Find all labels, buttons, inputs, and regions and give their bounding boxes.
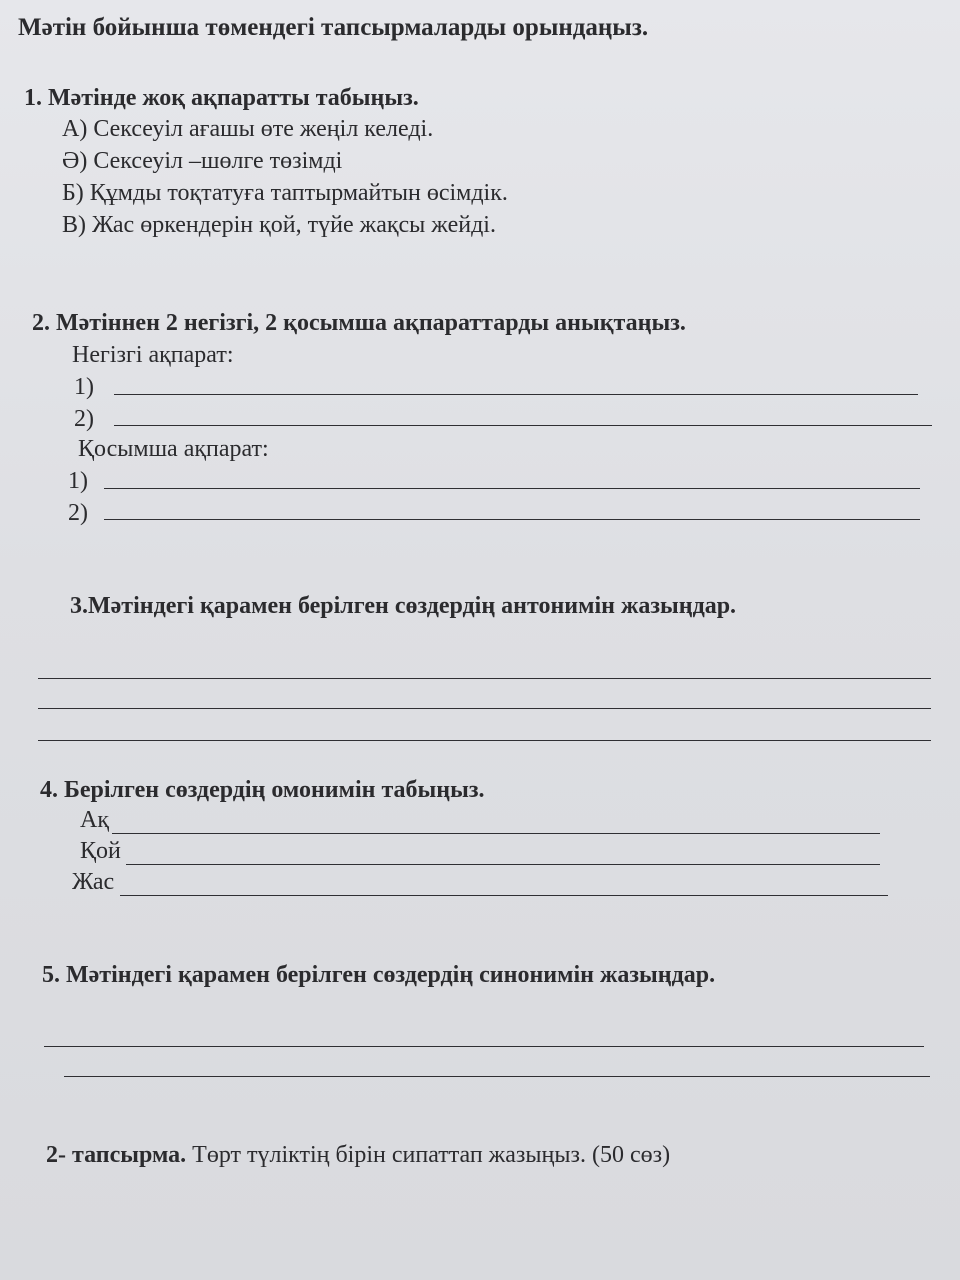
option-text: Жас өркендерін қой, түйе жақсы жейді. — [92, 212, 496, 238]
task2-extra-number-1: 1) — [68, 468, 88, 494]
task3-title: 3.Мәтіндегі қарамен берілген сөздердің антонимін жазыңдар. — [70, 593, 737, 619]
final-task-label: 2- тапсырма. — [46, 1142, 187, 1168]
task5-title: 5. Мәтіндегі қарамен берілген сөздердің синонимін жазыңдар. — [42, 962, 716, 988]
task1-option-b — [62, 179, 508, 207]
task4-answer-line-ak[interactable] — [112, 833, 880, 834]
task5-answer-line-1[interactable] — [44, 1046, 924, 1047]
task2-title: 2. Мәтіннен 2 негізгі, 2 қосымша ақпараттарды анықтаңыз. — [32, 310, 686, 336]
task2-main-label: Негізгі ақпарат: — [72, 342, 234, 368]
final-task-text: Төрт түліктің бірін сипаттап жазыңыз. (50 сөз) — [192, 1142, 671, 1168]
task5-answer-line-2[interactable] — [64, 1076, 930, 1077]
final-task — [46, 1141, 670, 1169]
task2-main-answer-line-1[interactable] — [114, 394, 918, 395]
task2-main-answer-line-2[interactable] — [114, 425, 932, 426]
option-letter: А) — [62, 116, 88, 142]
task4-word-ak: Ақ — [80, 807, 109, 833]
option-text: Сексеуіл –шөлге төзімді — [93, 148, 343, 174]
task2-extra-label: Қосымша ақпарат: — [78, 436, 269, 462]
task2-main-number-1: 1) — [74, 374, 94, 400]
task1-option-a — [62, 115, 433, 143]
task4-word-koi: Қой — [80, 838, 121, 864]
option-letter: Б) — [62, 180, 84, 206]
task3-answer-line-3[interactable] — [38, 740, 931, 741]
option-letter: Ә) — [62, 148, 88, 174]
task3-answer-line-1[interactable] — [38, 678, 931, 679]
page-instruction: Мәтін бойынша төмендегі тапсырмаларды орындаңыз. — [18, 14, 649, 41]
task2-extra-answer-line-2[interactable] — [104, 519, 920, 520]
task4-title: 4. Берілген сөздердің омонимін табыңыз. — [40, 777, 485, 803]
task4-word-zhas: Жас — [72, 869, 115, 895]
task1-title: 1. Мәтінде жоқ ақпаратты табыңыз. — [24, 85, 419, 111]
task2-extra-answer-line-1[interactable] — [104, 488, 920, 489]
task2-main-number-2: 2) — [74, 406, 94, 432]
option-letter: В) — [62, 212, 86, 238]
task4-answer-line-zhas[interactable] — [120, 895, 888, 896]
task4-answer-line-koi[interactable] — [126, 864, 880, 865]
task3-answer-line-2[interactable] — [38, 708, 931, 709]
task1-option-v — [62, 211, 496, 239]
option-text: Сексеуіл ағашы өте жеңіл келеді. — [93, 116, 434, 142]
task1-option-ae — [62, 147, 342, 175]
option-text: Құмды тоқтатуға таптырмайтын өсімдік. — [89, 180, 508, 206]
task2-extra-number-2: 2) — [68, 500, 88, 526]
